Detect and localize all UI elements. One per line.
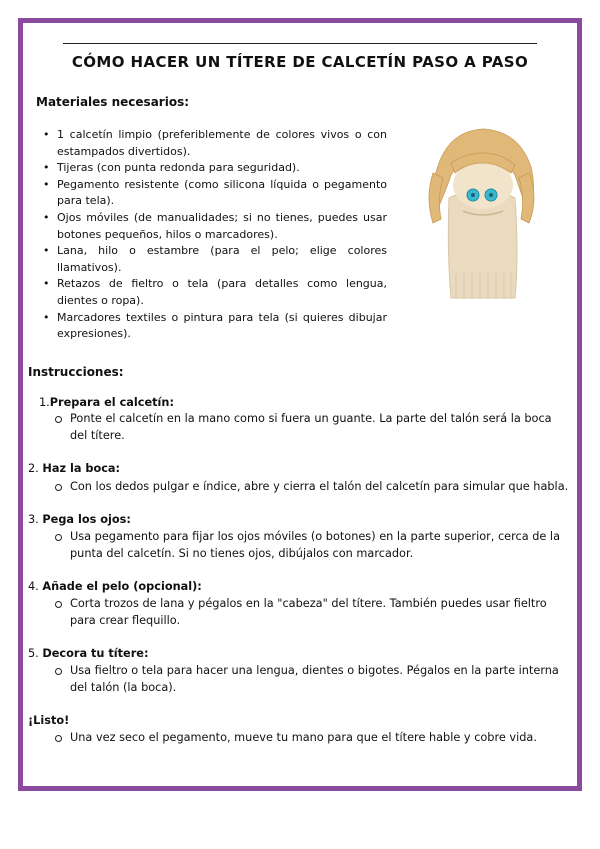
step-4-detail: Corta trozos de lana y pégalos en la "cabeza" del títere. También puedes usar fieltro para crear flequillo.	[70, 596, 550, 629]
list-item: • Pegamento resistente (como silicona líquida o pegamento para tela).	[57, 177, 387, 210]
list-item: • Marcadores textiles o pintura para tela (si quieres dibujar expresiones).	[57, 310, 387, 343]
page-frame	[18, 18, 582, 791]
materials-heading: Materiales necesarios:	[36, 95, 190, 109]
title-rule	[63, 43, 537, 44]
list-item: • Tijeras (con punta redonda para seguridad).	[57, 160, 387, 177]
step-2-detail: Con los dedos pulgar e índice, abre y cierra el talón del calcetín para simular que habla.	[70, 479, 570, 496]
list-item: • Retazos de fieltro o tela (para detalles como lengua, dientes o ropa).	[57, 276, 387, 309]
step-1-heading: 1.Prepara el calcetín:	[39, 396, 174, 409]
step-2-heading: 2. Haz la boca:	[28, 462, 121, 475]
step-3-heading: 3. Pega los ojos:	[28, 513, 131, 526]
step-1-detail: Ponte el calcetín en la mano como si fuera un guante. La parte del talón será la boca del títere.	[70, 411, 570, 444]
materials-list	[57, 127, 387, 343]
final-detail: Una vez seco el pegamento, mueve tu mano para que el títere hable y cobre vida.	[70, 730, 570, 747]
step-5-heading: 5. Decora tu títere:	[28, 647, 149, 660]
final-heading: ¡Listo!	[28, 714, 70, 727]
list-item: • Lana, hilo o estambre (para el pelo; elige colores llamativos).	[57, 243, 387, 276]
step-5-detail: Usa fieltro o tela para hacer una lengua, dientes o bigotes. Pégalos en la parte interna del talón (la boca).	[70, 663, 560, 696]
list-item: • Ojos móviles (de manualidades; si no tienes, puedes usar botones pequeños, hilos o marcadores).	[57, 210, 387, 243]
page-title: CÓMO HACER UN TÍTERE DE CALCETÍN PASO A PASO	[71, 53, 529, 71]
step-4-heading: 4. Añade el pelo (opcional):	[28, 580, 202, 593]
instructions-heading: Instrucciones:	[28, 365, 124, 379]
step-3-detail: Usa pegamento para fijar los ojos móviles (o botones) en la parte superior, cerca de la punta del calcetín. Si no tienes ojos, dibújalos con marcador.	[70, 529, 560, 562]
sock-puppet-image	[411, 123, 551, 303]
list-item: • 1 calcetín limpio (preferiblemente de colores vivos o con estampados divertidos).	[57, 127, 387, 160]
